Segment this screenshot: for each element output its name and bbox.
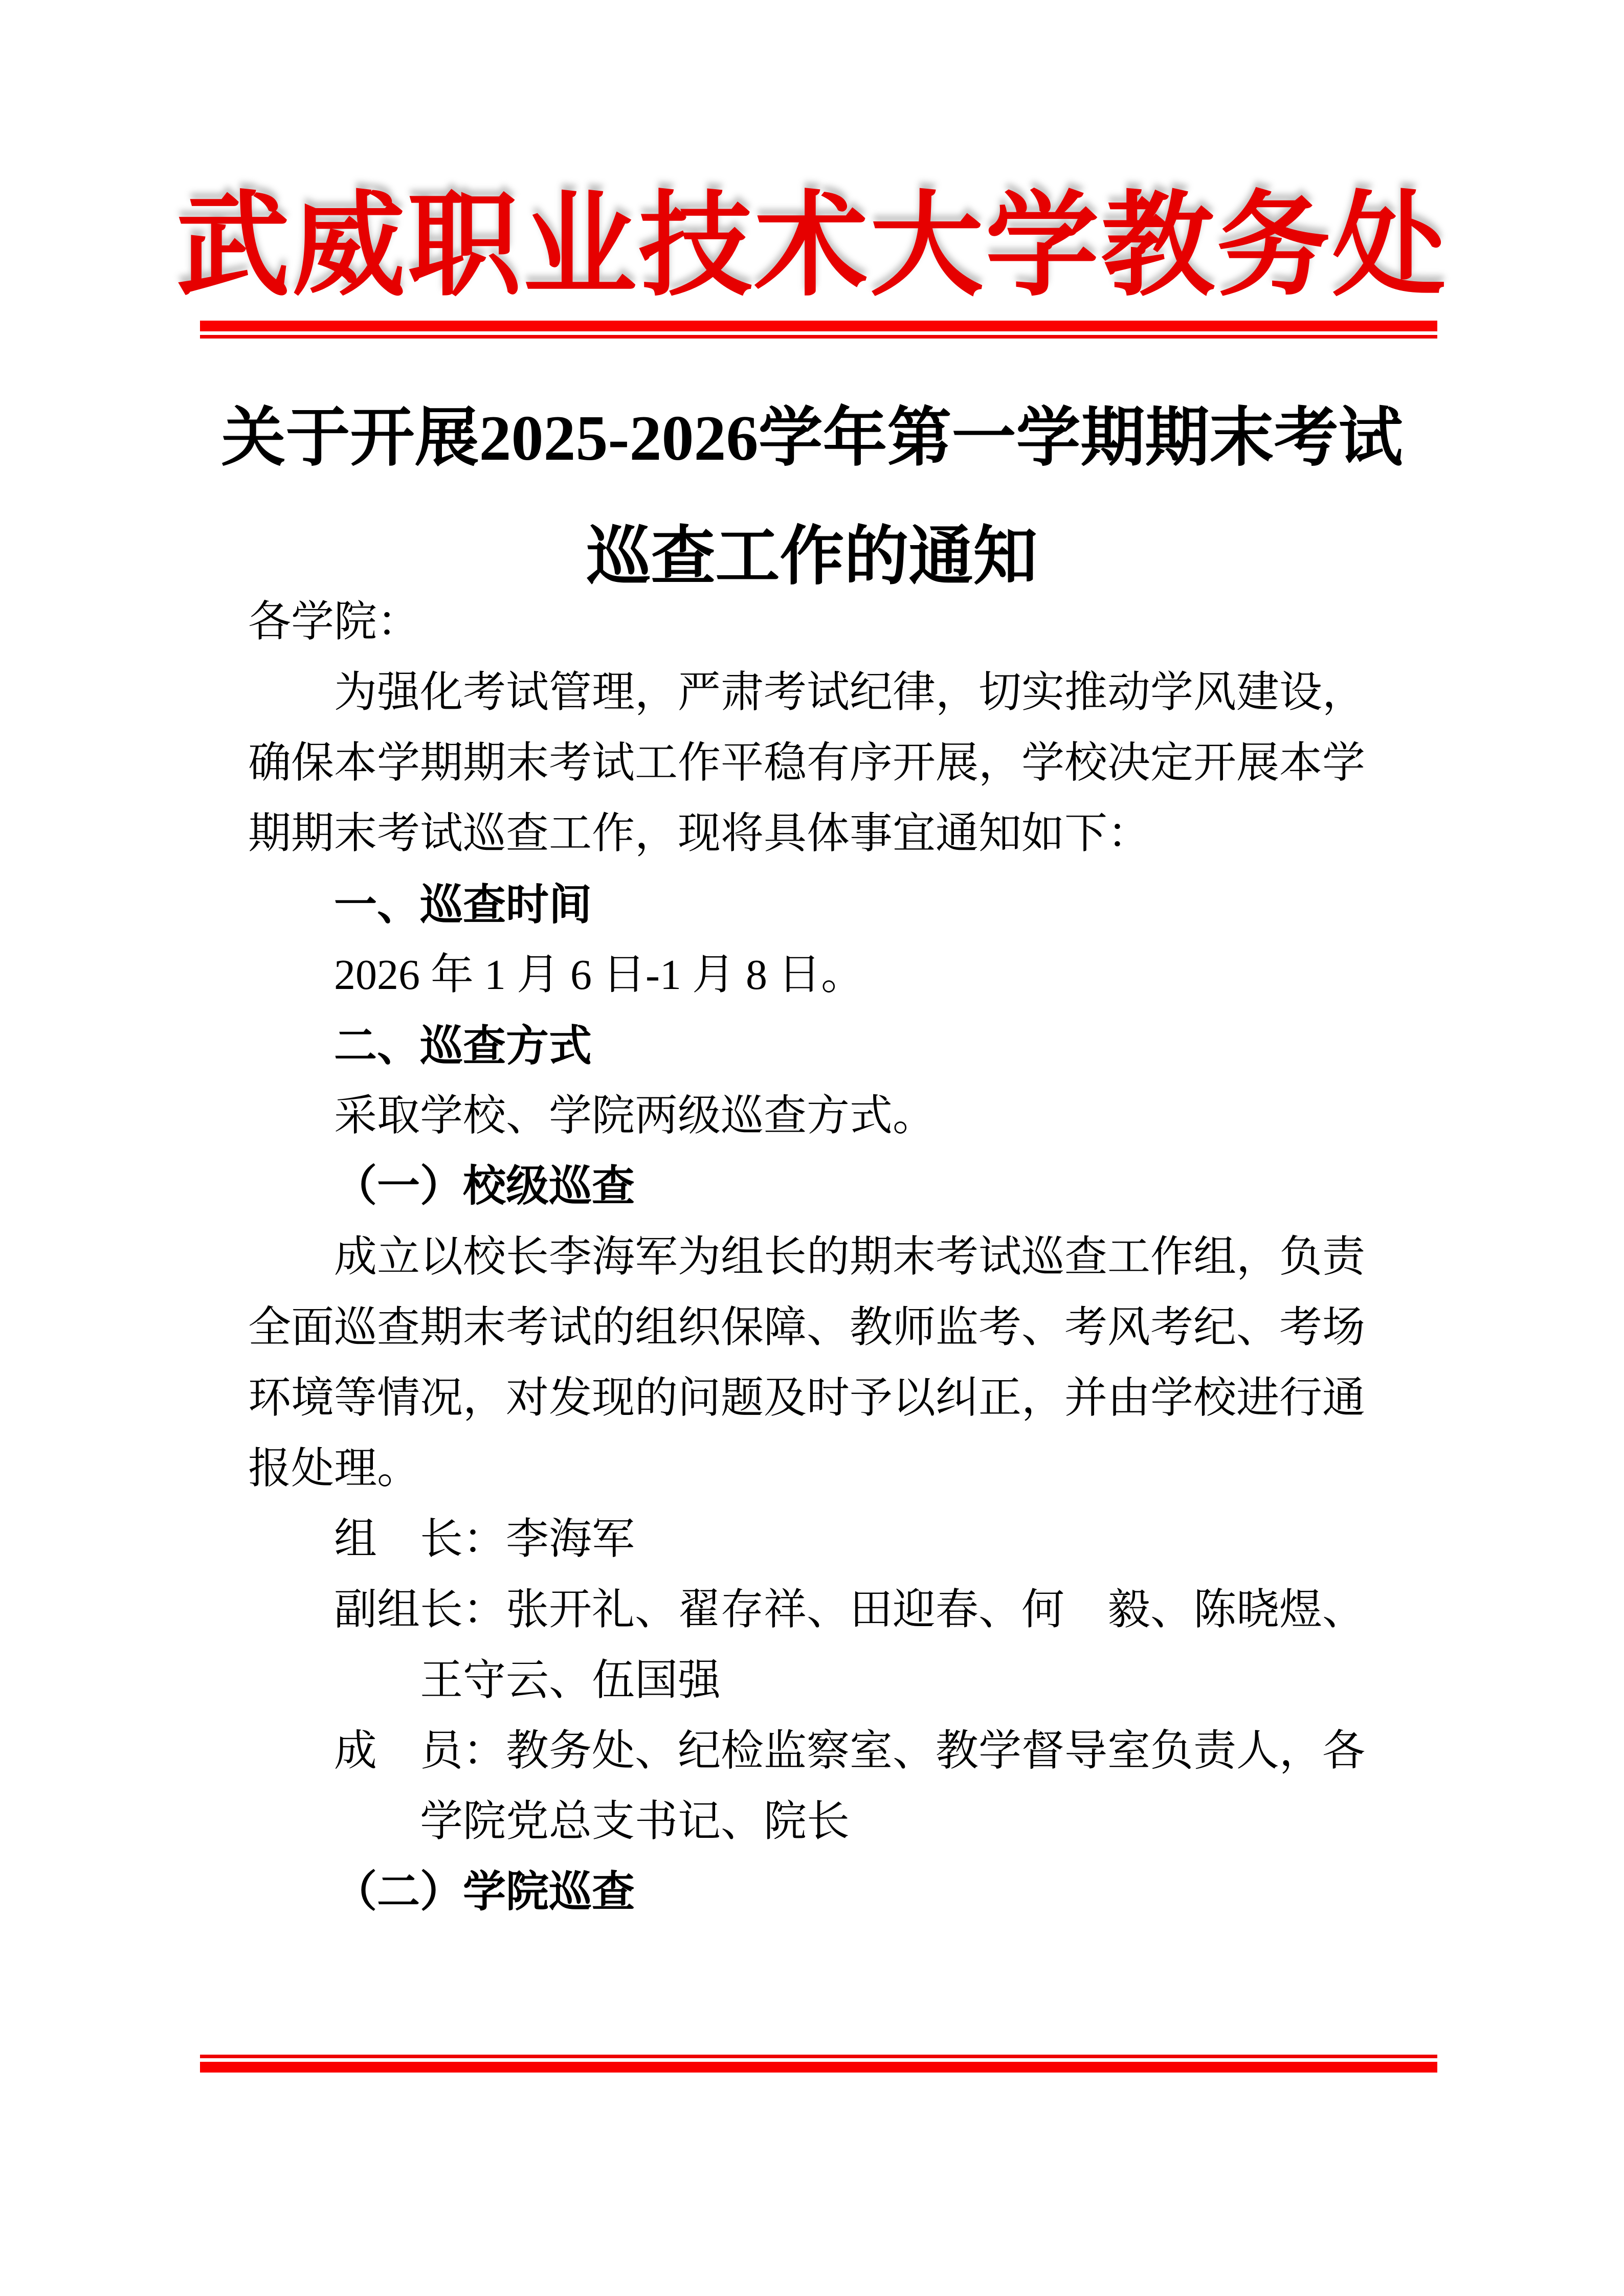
- deputy-leaders-line-2: 王守云、伍国强: [420, 1657, 721, 1704]
- section-heading-1: 一、巡查时间: [334, 881, 592, 929]
- leader-line: 组 长：李海军: [334, 1516, 635, 1563]
- subsection-heading-2: （二）学院巡查: [334, 1869, 635, 1916]
- paragraph-line: 报处理。: [248, 1445, 420, 1493]
- document-title-line1: 关于开展2025-2026学年第一学期期末考试: [221, 403, 1403, 474]
- members-line-2: 学院党总支书记、院长: [420, 1798, 850, 1845]
- red-thin-line: [200, 2055, 1437, 2058]
- inspection-time-line: 2026 年 1 月 6 日-1 月 8 日。: [334, 951, 864, 999]
- separator-gap: [200, 2058, 1437, 2062]
- subsection-heading-1: （一）校级巡查: [334, 1163, 635, 1210]
- paragraph-line: 期期末考试巡查工作，现将具体事宜通知如下：: [248, 810, 1151, 858]
- paragraph-line: 采取学校、学院两级巡查方式。: [334, 1092, 936, 1140]
- document-title-line2: 巡查工作的通知: [586, 522, 1038, 593]
- red-thick-bar: [200, 2062, 1437, 2073]
- separator-gap: [200, 331, 1437, 335]
- paragraph-line: 成立以校长李海军为组长的期末考试巡查工作组，负责: [334, 1233, 1366, 1281]
- salutation-line: 各学院：: [248, 598, 420, 646]
- red-thick-bar: [200, 321, 1437, 331]
- letterhead-org-title: 武威职业技术大学教务处: [176, 184, 1448, 310]
- paragraph-line: 全面巡查期末考试的组织保障、教师监考、考风考纪、考场: [248, 1304, 1366, 1352]
- red-thin-line: [200, 335, 1437, 339]
- paragraph-line: 确保本学期期末考试工作平稳有序开展，学校决定开展本学: [248, 739, 1366, 787]
- deputy-leaders-line: 副组长：张开礼、翟存祥、田迎春、何 毅、陈晓煜、: [334, 1586, 1366, 1634]
- paragraph-line: 为强化考试管理，严肃考试纪律，切实推动学风建设，: [334, 669, 1366, 716]
- red-separator-top: [200, 321, 1437, 339]
- red-separator-bottom: [200, 2055, 1437, 2073]
- section-heading-2: 二、巡查方式: [334, 1022, 592, 1070]
- document-body: [248, 587, 1394, 1928]
- document-title: [0, 379, 1624, 617]
- paragraph-line: 环境等情况，对发现的问题及时予以纠正，并由学校进行通: [248, 1375, 1366, 1422]
- members-line: 成 员：教务处、纪检监察室、教学督导室负责人，各: [334, 1727, 1366, 1775]
